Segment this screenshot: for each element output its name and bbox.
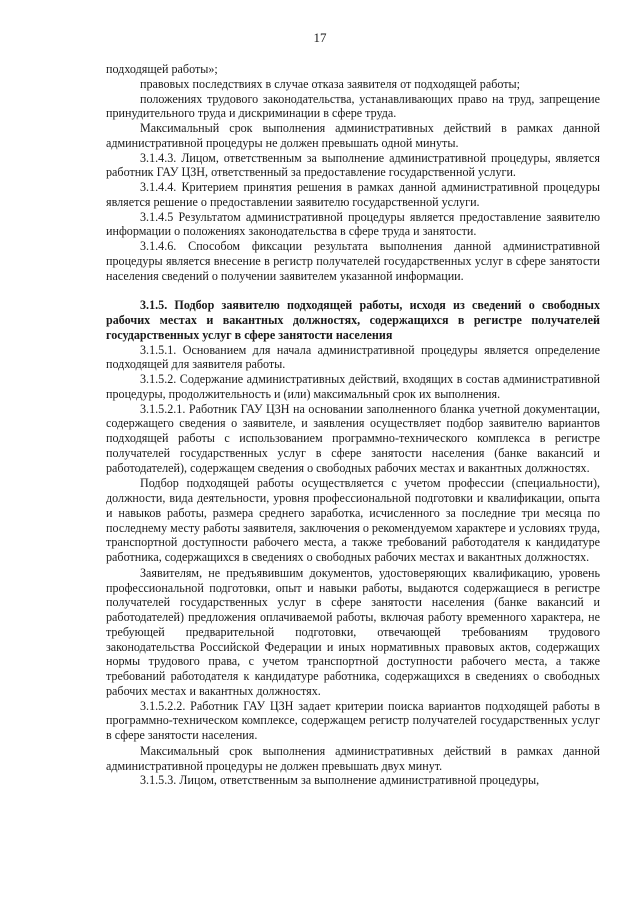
paragraph: 3.1.5.2.2. Работник ГАУ ЦЗН задает критерии поиска вариантов подходящей работы в программно-техническом комплексе, содержащем регистр получателей государственных услуг в сфере занятости населения. — [106, 698, 600, 742]
section-heading: 3.1.5. Подбор заявителю подходящей работы, исходя из сведений о свободных рабочих местах и вакантных должностях, содержащихся в регистре получателей государственных услуг в сфере занятости населения — [106, 298, 600, 342]
paragraph: Заявителям, не предъявившим документов, удостоверяющих квалификацию, уровень профессиональной подготовки, опыт и навыки работы, выдаются содержащиеся в регистре получателей государственных услуг в сфере занятости населения (банке вакансий и работодателей) предложения оплачиваемой работы, включая работу временного характера, не требующей предварительной подготовки, отвечающей требованиям трудового законодательства Российской Федерации и иных нормативных правовых актов, содержащих нормы трудового права, с учетом транспортной доступности рабочего места, а также требований работодателя к кандидатуре работника, содержащихся в сведениях о свободных рабочих местах и вакантных должностях. — [106, 565, 600, 698]
paragraph: 3.1.4.6. Способом фиксации результата выполнения данной административной процедуры является внесение в регистр получателей государственных услуг в сфере занятости населения сведений о получении заявителем указанной информации. — [106, 239, 600, 283]
paragraph: положениях трудового законодательства, устанавливающих право на труд, запрещение принудительного труда и дискриминации в сфере труда. — [106, 91, 600, 121]
document-body — [106, 62, 600, 788]
paragraph: 3.1.4.5 Результатом административной процедуры является предоставление заявителю информации о положениях законодательства в сфере труда и занятости. — [106, 209, 600, 239]
paragraph: 3.1.5.3. Лицом, ответственным за выполнение административной процедуры, — [140, 773, 540, 788]
paragraph: 3.1.5.2.1. Работник ГАУ ЦЗН на основании заполненного бланка учетной документации, содержащего сведения о заявителе, и заявления осуществляет подбор заявителю вариантов подходящей работы с использованием программно-технического комплекса в регистре получателей государственных услуг в сфере занятости населения (банке вакансий и работодателей), содержащем сведения о свободных рабочих местах и вакантных должностях. — [106, 401, 600, 475]
paragraph: Максимальный срок выполнения административных действий в рамках данной административной процедуры не должен превышать двух минут. — [106, 743, 600, 773]
paragraph: подходящей работы»; — [106, 62, 218, 76]
paragraph: правовых последствиях в случае отказа заявителя от подходящей работы; — [140, 76, 521, 91]
paragraph: 3.1.5.2. Содержание административных действий, входящих в состав административной процедуры, продолжительность и (или) максимальный срок их выполнения. — [106, 372, 600, 401]
paragraph: 3.1.4.3. Лицом, ответственным за выполнение административной процедуры, является работник ГАУ ЦЗН, ответственный за предоставление государственной услуги. — [106, 150, 600, 180]
paragraph: 3.1.4.4. Критерием принятия решения в рамках данной административной процедуры является решение о предоставлении заявителю государственной услуги. — [106, 180, 600, 209]
page-number: 17 — [313, 30, 327, 45]
paragraph: Максимальный срок выполнения административных действий в рамках данной административной процедуры не должен превышать одной минуты. — [106, 121, 600, 150]
paragraph: Подбор подходящей работы осуществляется с учетом профессии (специальности), должности, вида деятельности, уровня профессиональной подготовки и квалификации, опыта и навыков работы, размера среднего заработка, исчисленного за последние три месяца по последнему месту работы заявителя, заключения о рекомендуемом характере и условиях труда, транспортной доступности рабочего места, а также требований работодателя к кандидатуре работника, содержащихся в сведениях о свободных рабочих местах и вакантных должностях. — [106, 476, 600, 564]
paragraph: 3.1.5.1. Основанием для начала административной процедуры является определение подходящей для заявителя работы. — [106, 342, 600, 372]
